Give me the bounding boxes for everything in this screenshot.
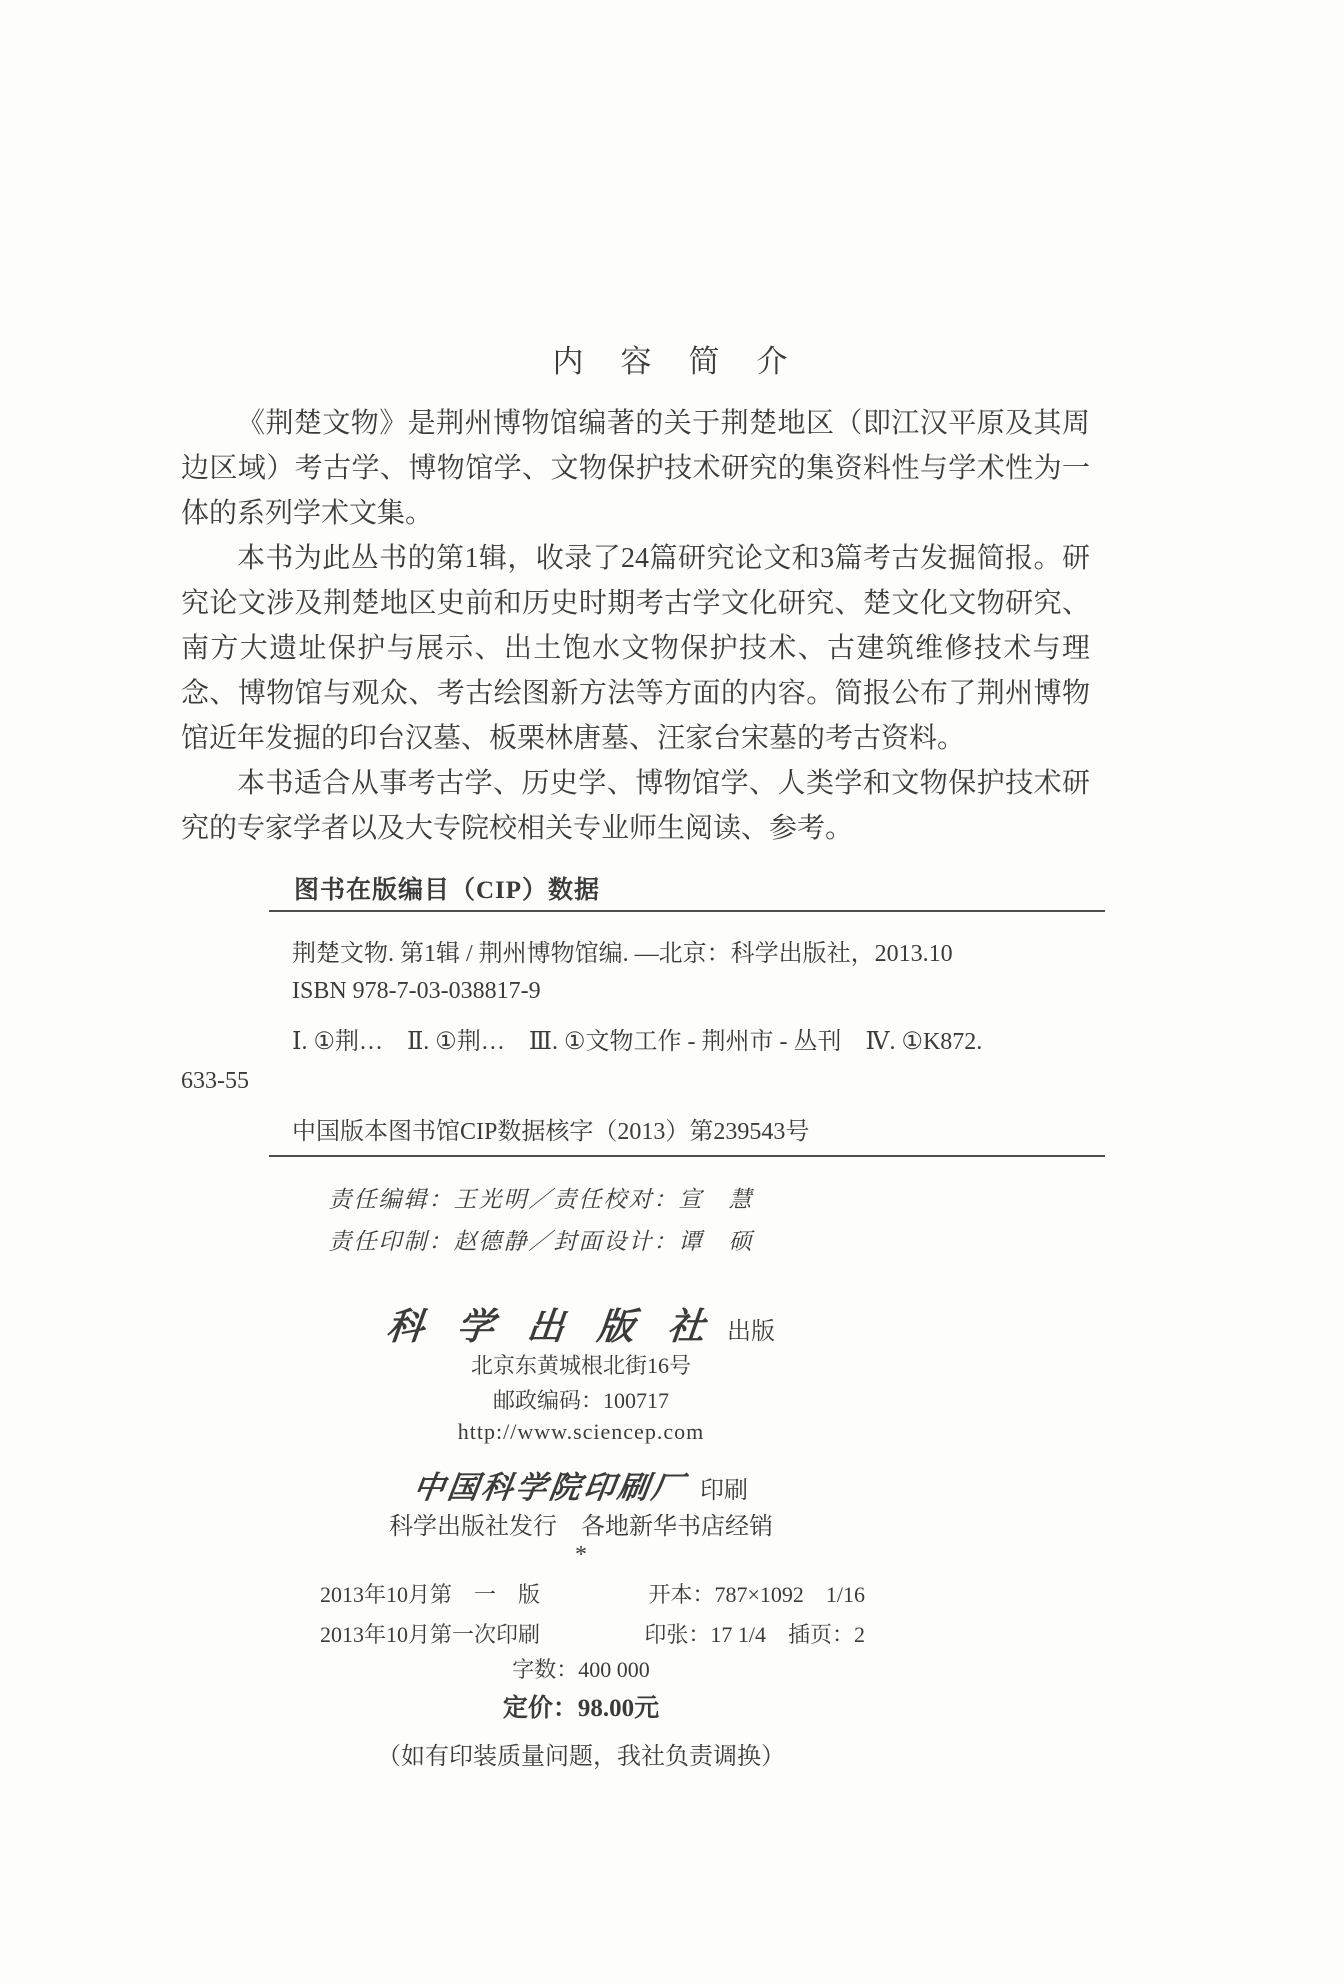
press-suffix: 出版 xyxy=(727,1319,775,1345)
edition-date: 2013年10月第 一 版 xyxy=(320,1582,541,1607)
intro-paragraph-3: 本书适合从事考古学、历史学、博物馆学、人类学和文物保护技术研究的专家学者以及大专院校相关专业师生阅读、参考。 xyxy=(181,768,1090,844)
press-line xyxy=(181,1296,981,1350)
quality-notice: （如有印装质量问题，我社负责调换） xyxy=(377,1744,785,1770)
page-title: 内 容 简 介 xyxy=(552,344,791,379)
format-spec: 开本：787×1092 1/16 xyxy=(648,1582,865,1607)
word-count-line: 字数：400 000 xyxy=(512,1657,650,1682)
cip-record-line: 中国版本图书馆CIP数据核字（2013）第239543号 xyxy=(292,1119,810,1145)
printer-suffix: 印刷 xyxy=(700,1478,748,1504)
printer-line xyxy=(181,1462,981,1507)
distribution-line: 科学出版社发行 各地新华书店经销 xyxy=(389,1514,773,1540)
credits-printing-line: 责任印制：赵德静／封面设计：谭 硕 xyxy=(328,1229,754,1254)
printing-line xyxy=(320,1618,865,1649)
printer-logo: 中国科学院印刷厂 xyxy=(411,1470,689,1505)
credits-editor-line: 责任编辑：王光明／责任校对：宣 慧 xyxy=(328,1187,754,1212)
press-website: http://www.sciencep.com xyxy=(457,1419,705,1444)
intro-paragraph-1: 《荆楚文物》是荆州博物馆编著的关于荆楚地区（即江汉平原及其周边区域）考古学、博物馆学、文物保护技术研究的集资料性与学术性为一体的系列学术文集。 xyxy=(181,408,1090,529)
cip-classification-continuation: 633-55 xyxy=(181,1068,249,1094)
press-address: 北京东黄城根北街16号 xyxy=(470,1353,691,1378)
sheet-spec: 印张：17 1/4 插页：2 xyxy=(644,1622,865,1647)
edition-line xyxy=(320,1578,865,1609)
section-divider-star: * xyxy=(575,1542,587,1568)
press-postcode: 邮政编码：100717 xyxy=(492,1388,669,1413)
cip-rule-bottom xyxy=(269,1155,1105,1157)
cip-classification-line: Ⅰ. ①荆… Ⅱ. ①荆… Ⅲ. ①文物工作 - 荆州市 - 丛刊 Ⅳ. ①K872. xyxy=(292,1029,983,1055)
cip-isbn-line: ISBN 978-7-03-038817-9 xyxy=(292,978,541,1004)
cip-title-line: 荆楚文物. 第1辑 / 荆州博物馆编. —北京：科学出版社，2013.10 xyxy=(292,941,953,967)
printing-date: 2013年10月第一次印刷 xyxy=(320,1622,541,1647)
price-line: 定价：98.00元 xyxy=(502,1695,660,1722)
science-press-logo: 科 学 出 版 社 xyxy=(384,1307,719,1348)
intro-paragraph-2: 本书为此丛书的第1辑，收录了24篇研究论文和3篇考古发掘简报。研究论文涉及荆楚地区史前和历史时期考古学文化研究、楚文化文物研究、南方大遗址保护与展示、出土饱水文物保护技术、古建筑维修技术与理念、博物馆与观众、考古绘图新方法等方面的内容。简报公布了荆州博物馆近年发掘的印台汉墓、板栗林唐墓、汪家台宋墓的考古资料。 xyxy=(181,543,1090,754)
cip-heading: 图书在版编目（CIP）数据 xyxy=(294,877,601,904)
cip-rule-top xyxy=(269,910,1105,912)
intro-section xyxy=(181,401,1090,851)
